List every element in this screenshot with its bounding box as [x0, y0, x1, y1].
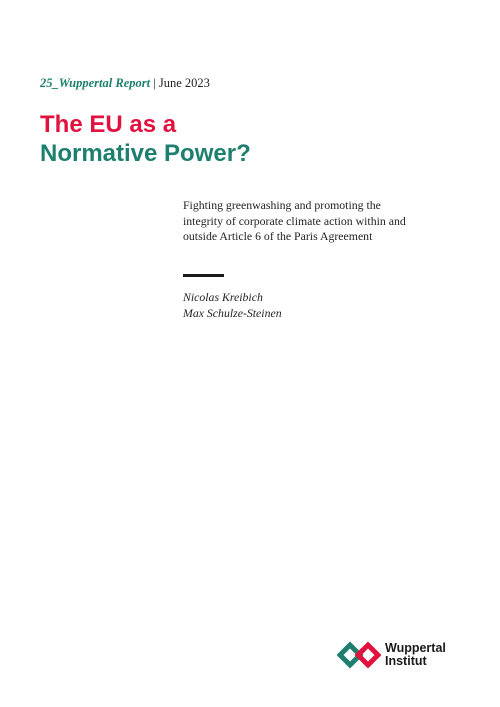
- series-line: [40, 76, 210, 91]
- title-line-2: Normative Power?: [40, 140, 251, 167]
- logo-text: [385, 642, 446, 668]
- series-name: 25_Wuppertal Report: [40, 76, 151, 90]
- author-1: Nicolas Kreibich: [183, 290, 263, 304]
- logo-text-line-2: Institut: [385, 654, 427, 668]
- wuppertal-institut-logo: [337, 641, 446, 669]
- report-subtitle: Fighting greenwashing and promoting the integrity of corporate climate action within and outside Article 6 of the Paris Agreement: [183, 198, 406, 244]
- logo-text-line-1: Wuppertal: [385, 641, 446, 655]
- series-separator: |: [150, 76, 159, 90]
- report-title: [40, 110, 251, 168]
- wuppertal-institut-logo-icon: [337, 641, 381, 669]
- authors: [183, 289, 282, 321]
- publication-date: June 2023: [158, 76, 210, 90]
- title-line-1: The EU as a: [40, 111, 177, 138]
- author-2: Max Schulze-Steinen: [183, 306, 282, 320]
- divider: [183, 274, 224, 277]
